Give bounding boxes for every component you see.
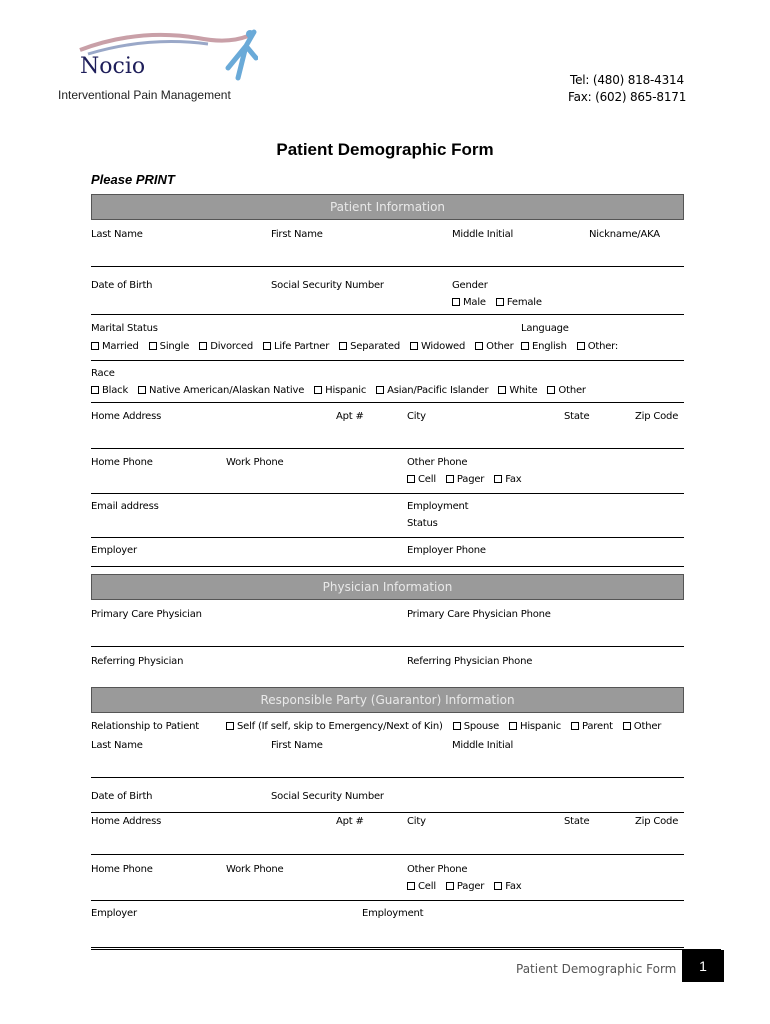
guarantor-work-phone-label: Work Phone: [226, 864, 284, 875]
apt-label: Apt #: [336, 411, 364, 422]
employer-phone-label: Employer Phone: [407, 545, 486, 556]
relationship-spouse-checkbox[interactable]: Spouse: [453, 721, 499, 732]
marital-divorced-checkbox[interactable]: Divorced: [199, 341, 253, 352]
divider: [91, 402, 684, 403]
employer-label: Employer: [91, 545, 137, 556]
divider: [91, 537, 684, 538]
divider: [91, 777, 684, 778]
marital-married-checkbox[interactable]: Married: [91, 341, 139, 352]
divider: [91, 360, 684, 361]
divider: [91, 900, 684, 901]
guarantor-last-name-label: Last Name: [91, 740, 143, 751]
divider: [91, 493, 684, 494]
ssn-label: Social Security Number: [271, 280, 384, 291]
guarantor-other-phone-label: Other Phone: [407, 864, 468, 875]
race-label: Race: [91, 368, 115, 379]
divider: [91, 947, 684, 948]
logo-subtitle: Interventional Pain Management: [58, 88, 231, 102]
pcp-label: Primary Care Physician: [91, 609, 202, 620]
marital-single-checkbox[interactable]: Single: [149, 341, 190, 352]
state-label: State: [564, 411, 590, 422]
guarantor-dob-label: Date of Birth: [91, 791, 153, 802]
race-white-checkbox[interactable]: White: [498, 385, 537, 396]
status-label: Status: [407, 518, 438, 529]
guarantor-phone-pager-checkbox[interactable]: Pager: [446, 881, 484, 892]
divider: [91, 266, 684, 267]
please-print-label: Please PRINT: [91, 172, 175, 187]
relationship-parent-checkbox[interactable]: Parent: [571, 721, 613, 732]
guarantor-middle-initial-label: Middle Initial: [452, 740, 514, 751]
gender-label: Gender: [452, 280, 488, 291]
relationship-options: [226, 721, 668, 732]
page-number: 1: [682, 950, 724, 982]
footer-title: Patient Demographic Form: [516, 962, 677, 976]
phone-pager-checkbox[interactable]: Pager: [446, 474, 484, 485]
race-options: [91, 385, 593, 396]
guarantor-phone-cell-checkbox[interactable]: Cell: [407, 881, 436, 892]
divider: [91, 854, 684, 855]
divider: [91, 812, 684, 813]
gender-male-checkbox[interactable]: Male: [452, 297, 486, 308]
guarantor-city-label: City: [407, 816, 426, 827]
gender-options: [452, 297, 549, 308]
divider: [91, 646, 684, 647]
logo: [58, 26, 258, 106]
dob-label: Date of Birth: [91, 280, 153, 291]
work-phone-label: Work Phone: [226, 457, 284, 468]
gender-female-checkbox[interactable]: Female: [496, 297, 542, 308]
language-other-checkbox[interactable]: Other:: [577, 341, 618, 352]
pcp-phone-label: Primary Care Physician Phone: [407, 609, 551, 620]
footer-divider: [91, 949, 721, 950]
divider: [91, 448, 684, 449]
other-phone-label: Other Phone: [407, 457, 468, 468]
middle-initial-label: Middle Initial: [452, 229, 514, 240]
race-other-checkbox[interactable]: Other: [547, 385, 585, 396]
race-black-checkbox[interactable]: Black: [91, 385, 128, 396]
race-asian-checkbox[interactable]: Asian/Pacific Islander: [376, 385, 488, 396]
relationship-other-checkbox[interactable]: Other: [623, 721, 661, 732]
divider: [91, 566, 684, 567]
marital-life-partner-checkbox[interactable]: Life Partner: [263, 341, 329, 352]
race-hispanic-checkbox[interactable]: Hispanic: [314, 385, 366, 396]
language-options: [521, 341, 625, 352]
logo-name: Nocio: [80, 54, 146, 79]
phone-cell-checkbox[interactable]: Cell: [407, 474, 436, 485]
guarantor-home-address-label: Home Address: [91, 816, 162, 827]
marital-separated-checkbox[interactable]: Separated: [339, 341, 400, 352]
tel-text: Tel: (480) 818-4314: [570, 73, 684, 87]
home-address-label: Home Address: [91, 411, 162, 422]
home-phone-label: Home Phone: [91, 457, 153, 468]
guarantor-ssn-label: Social Security Number: [271, 791, 384, 802]
zip-label: Zip Code: [635, 411, 679, 422]
page-title: Patient Demographic Form: [276, 140, 494, 159]
phone-fax-checkbox[interactable]: Fax: [494, 474, 521, 485]
race-native-american-checkbox[interactable]: Native American/Alaskan Native: [138, 385, 304, 396]
guarantor-first-name-label: First Name: [271, 740, 323, 751]
guarantor-apt-label: Apt #: [336, 816, 364, 827]
nickname-label: Nickname/AKA: [589, 229, 660, 240]
guarantor-phone-options: [407, 881, 528, 892]
guarantor-state-label: State: [564, 816, 590, 827]
email-label: Email address: [91, 501, 159, 512]
marital-options: [91, 341, 521, 352]
relationship-hispanic-checkbox[interactable]: Hispanic: [509, 721, 561, 732]
guarantor-zip-label: Zip Code: [635, 816, 679, 827]
relationship-label: Relationship to Patient: [91, 721, 200, 732]
language-english-checkbox[interactable]: English: [521, 341, 567, 352]
first-name-label: First Name: [271, 229, 323, 240]
relationship-self-checkbox[interactable]: Self (If self, skip to Emergency/Next of Kin): [226, 721, 443, 732]
other-phone-options: [407, 474, 528, 485]
referring-physician-label: Referring Physician: [91, 656, 184, 667]
city-label: City: [407, 411, 426, 422]
physician-information-bar: Physician Information: [91, 574, 684, 600]
marital-widowed-checkbox[interactable]: Widowed: [410, 341, 465, 352]
last-name-label: Last Name: [91, 229, 143, 240]
marital-other-checkbox[interactable]: Other: [475, 341, 513, 352]
guarantor-employer-label: Employer: [91, 908, 137, 919]
guarantor-information-bar: Responsible Party (Guarantor) Information: [91, 687, 684, 713]
patient-information-bar: Patient Information: [91, 194, 684, 220]
guarantor-employment-label: Employment: [362, 908, 424, 919]
employment-label: Employment: [407, 501, 469, 512]
marital-status-label: Marital Status: [91, 323, 158, 334]
guarantor-phone-fax-checkbox[interactable]: Fax: [494, 881, 521, 892]
fax-text: Fax: (602) 865-8171: [568, 90, 687, 104]
language-label: Language: [521, 323, 569, 334]
referring-phone-label: Referring Physician Phone: [407, 656, 533, 667]
divider: [91, 314, 684, 315]
guarantor-home-phone-label: Home Phone: [91, 864, 153, 875]
